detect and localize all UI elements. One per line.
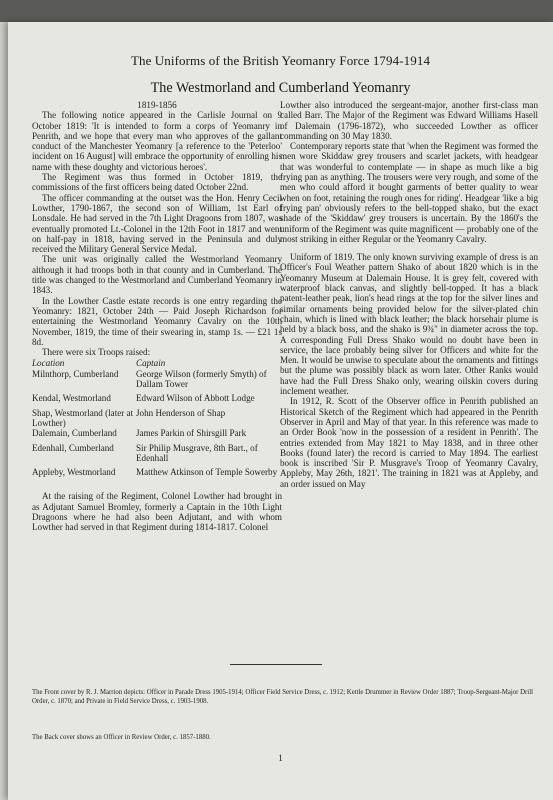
troop-captain: James Parkin of Shirsgill Park [136,428,247,439]
page-number: 1 [278,754,283,764]
back-cover-note: The Back cover shows an Officer in Review Order, c. 1857-1880. [32,734,211,741]
troop-captain: Matthew Atkinson of Temple Sowerby [136,467,278,478]
table-row [32,428,282,438]
paragraph: The following notice appeared in the Carlisle Journal on 9 October 1819: 'It is intended to form a corps of Yeomanry in Penrith, and we hope that every man who approves of the gallant conduct of the Manchester Yeomanry [a reference to the 'Peterloo' incident on 16 August] will embrace the opportunity of enrolling his name with these doughty and victorious heroes'. [32,110,282,172]
paragraph: The unit was originally called the Westmorland Yeomanry although it had troops both in that county and in Cumberland. The title was changed to the Westmorland and Cumberland Yeomanry in 1843. [32,254,282,296]
troop-location: Shap, Westmorland (later at Lowther) [32,407,134,428]
troop-location: Kendal, Westmorland [32,393,111,404]
table-row [32,439,282,464]
troops-table [32,358,282,477]
left-column [32,100,282,533]
troop-captain: John Henderson of Shap [136,407,226,418]
paragraph: The officer commanding at the outset was the Hon. Henry Cecil Lowther, 1790-1867, the second son of William, 1st Earl of Lonsdale. He had served in the 7th Light Dragoons from 1807, was eventually promoted Lt.-Colonel in the 12th Foot in 1817 and went on half-pay in 1818, having served in the Peninsula and duly received the Military General Service Medal. [32,192,282,255]
table-row [32,389,282,403]
troop-captain: Sir Philip Musgrave, 8th Bart., of Edenhall [136,442,258,463]
paragraph: In the Lowther Castle estate records is one entry regarding the Yeomanry: 1821, October 24th — Paid Joseph Richardson for entertaining the Westmorland Yeomanry Cavalry on the 10th November, 1819, the time of their swearing in, stamp 1s. — £21 1s 8d. [32,295,282,347]
divider [230,664,322,665]
paragraph: In 1912, R. Scott of the Observer office in Penrith published an Historical Sketch of the Regiment which had appeared in the Penrith Observer in April and May of that year. In this reference was made to an Order Book 'now in the possession of a resident in Penrith'. The entries extended from May 1821 to May 1838, and in three other Books (found later) the record is carried to May 1894. The earliest book is inscribed 'Sir P. Musgrave's Troop of Yeomanry Cavalry, Appleby, May 26th, 1821'. The training in 1821 was at Appleby, and an order issued on May [280,396,538,489]
troop-captain: Edward Wilson of Abbott Lodge [136,393,255,404]
troop-location: Milnthorp, Cumberland [32,368,119,379]
paragraph: At the raising of the Regiment, Colonel Lowther had brought in as Adjutant Samuel Bromley, formerly a Captain in the 10th Light Dragoons where he had also been Adjutant, and with whom Lowther had served in that Regiment during 1814-1817. Colonel [32,491,282,533]
paragraph: The Regiment was thus formed in October 1819, the commissions of the first officers being dated October 22nd. [32,172,282,193]
right-column [280,100,538,489]
period-heading: 1819-1856 [137,100,177,110]
column-header-captain: Captain [136,358,166,369]
table-row [32,369,282,390]
front-cover-note: The Front cover by R. J. Marrion depicts: Officer in Parade Dress 1905-1914; Officer Field Service Dress, c. 1912; Kettle Drummer in Review Order 1887; Troop-Sergeant-Major Drill Order, c. 1870; and Private in Field Service Dress, c. 1903-1908. [32,689,533,705]
table-row [32,404,282,429]
paragraph: Lowther also introduced the sergeant-major, another first-class man called Barr. The Major of the Regiment was Edward Williams Hasell of Dalemain (1796-1872), who succeeded Lowther as officer commanding on 30 May 1830. [280,100,538,141]
page-title: The Uniforms of the British Yeomanry Force 1794-1914 [130,53,431,68]
table-header-row [32,358,282,368]
troop-captain: George Wilson (formerly Smyth) of Dallam Tower [136,368,267,390]
troop-location: Edenhall, Cumberland [32,442,114,453]
paragraph: Contemporary reports state that 'when the Regiment was formed the men wore Skiddaw grey trousers and scarlet jackets, with headgear that was wonderful to contemplate — in shape as much like a big frying pan as anything. The trousers were very rough, and some of the men who could afford it bought garments of better quality to wear when on foot, retaining the rough ones for riding'. Headgear 'like a big frying pan' obviously refers to the bell-topped shako, but the exact shade of the 'Skiddaw' grey trousers is uncertain. By the 1860's the uniform of the Regiment was quite magnificent — probably one of the most striking in either Regular or the Yeomanry Cavalry. [280,141,538,244]
column-header-location: Location [32,358,65,369]
troop-location: Appleby, Westmorland [32,467,116,478]
page-subtitle: The Westmorland and Cumberland Yeomanry [150,80,411,96]
troop-location: Dalemain, Cumberland [32,428,117,439]
page-edge [0,22,8,800]
table-row [32,463,282,477]
paragraph: Uniform of 1819. The only known surviving example of dress is an Officer's Foul Weather pattern Shako of about 1820 which is in the Yeomanry Museum at Dalemain House. It is grey felt, covered with waterproof black canvas, and slightly bell-topped. It has a black patent-leather peak, lion's head rings at the top for the silver lines and similar ornaments being provided below for the silver-plated chin chain, which is lined with black leather; the black horsehair plume is held by a black boss, and the shako is 9¾" in diameter across the top. A corresponding Full Dress Shako would no doubt have been in service, the lace probably being silver for Officers and white for the Men. It would be unwise to speculate about the ornaments and fittings but the plume was possibly black as worn later. Other Ranks would have had the Full Dress Shako only, wearing oilskin covers during inclement weather. [280,252,538,397]
paragraph: There were six Troops raised: [42,347,151,358]
book-page [8,22,553,800]
